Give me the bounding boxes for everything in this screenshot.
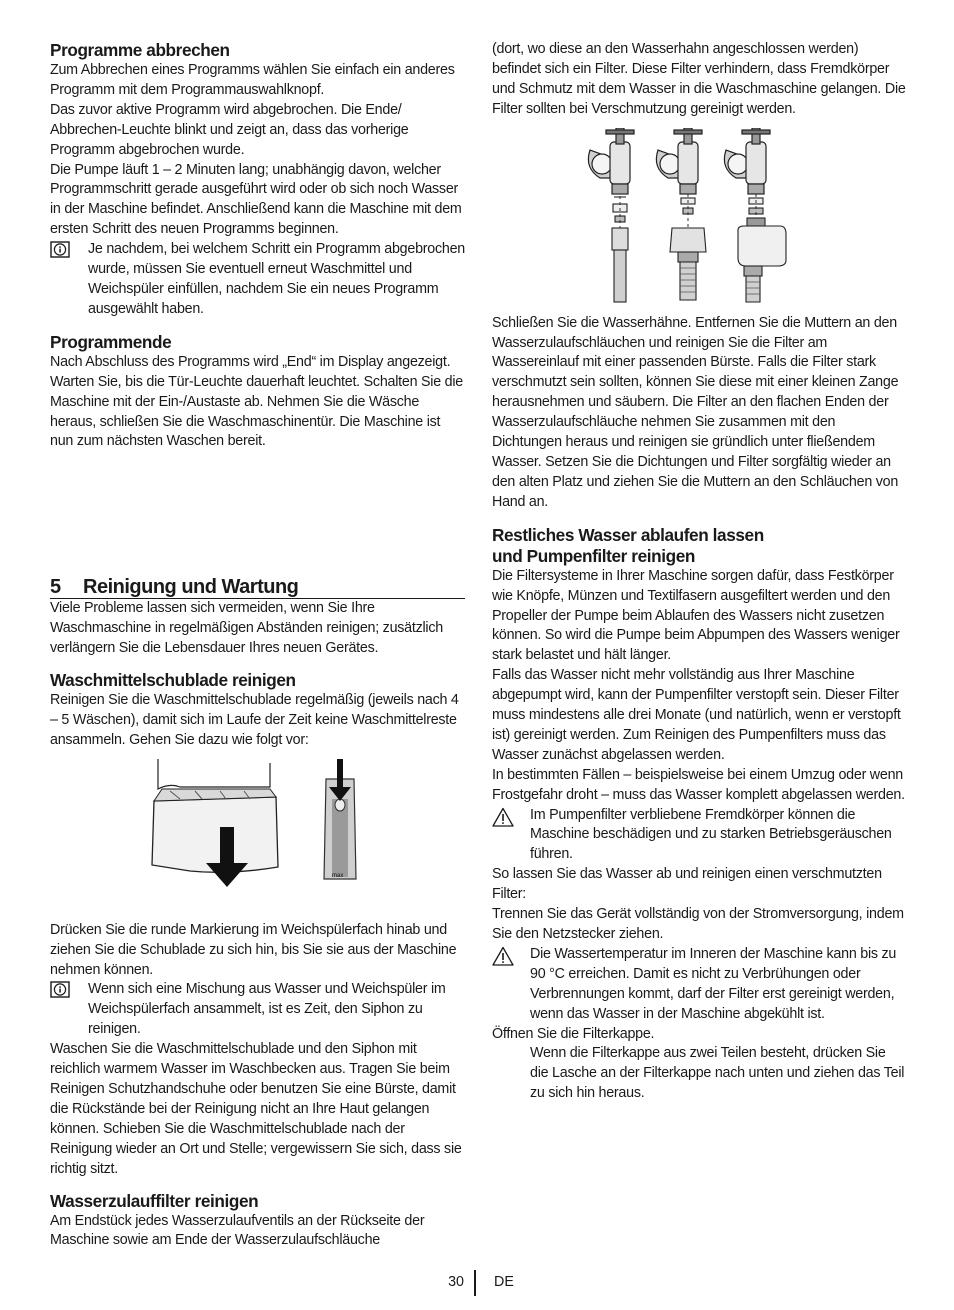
paragraph: Schließen Sie die Wasserhähne. Entfernen Sie die Muttern an den Wasserzulaufschläuchen und reinigen Sie die Filter am Wassereinlauf mit einer passenden Bürste. Falls die Filter stark verschmutzt sein sollten, können Sie diese mit einer kleinen Zange herausnehmen und säubern. Die Filter an den flachen Enden der Wasserzulaufschläuche nehmen Sie zusammen mit den Dichtungen heraus und reinigen sie gründlich unter fließendem Wasser. Setzen Sie die Dichtungen und Filter sorgfältig wieder an den alten Platz und ziehen Sie die Muttern an den Schläuchen von Hand an. bbox=[492, 314, 899, 510]
drawer-removal-illustration bbox=[140, 759, 390, 904]
warning-note bbox=[492, 806, 907, 866]
section-waschmittelschublade bbox=[50, 670, 465, 1180]
paragraph: In bestimmten Fällen – beispielsweise bei einem Umzug oder wenn Frostgefahr droht – muss das Wasser komplett abgelassen werden. bbox=[492, 766, 905, 803]
paragraph: So lassen Sie das Wasser ab und reinigen einen verschmutzten Filter: bbox=[492, 866, 882, 903]
paragraph: Die Filtersysteme in Ihrer Maschine sorgen dafür, dass Festkörper wie Knöpfe, Münzen und Textilfasern ausgefiltert werden und den Propeller der Pumpe beim Ablaufen des Wassers nicht zusetzen können. So wird die Pumpe beim Abpumpen des Wassers weniger stark belastet und hält länger. bbox=[492, 567, 900, 664]
note-text: Im Pumpenfilter verbliebene Fremdkörper können die Maschine beschädigen und zu starken Betriebsgeräuschen führen. bbox=[530, 806, 892, 863]
note-text: Wenn sich eine Mischung aus Wasser und Weichspüler im Weichspülerfach ansammelt, ist es Zeit, den Siphon zu reinigen. bbox=[88, 981, 446, 1038]
tap-filter-illustration bbox=[582, 128, 822, 304]
chapter-reinigung-und-wartung bbox=[50, 576, 465, 659]
info-note bbox=[50, 980, 465, 1040]
info-icon bbox=[50, 240, 88, 263]
section-programme-abbrechen bbox=[50, 40, 465, 320]
indented-paragraph: Wenn die Filterkappe aus zwei Teilen besteht, drücken Sie die Lasche an der Filterkappe nach unten und ziehen das Teil zu sich hin heraus. bbox=[530, 1045, 905, 1102]
section-wasserzulauffilter bbox=[50, 1191, 465, 1252]
note-text: Je nachdem, bei welchem Schritt ein Programm abgebrochen wurde, müssen Sie eventuell erneut Waschmittel und Weichspüler einfüllen, nachdem Sie ein neues Programm ausgewählt haben. bbox=[88, 241, 465, 317]
warning-icon bbox=[492, 945, 530, 971]
paragraph: Drücken Sie die runde Markierung im Weichspülerfach hinab und ziehen Sie die Schublade zu sich hin, bis Sie sie aus der Maschine nehmen können. bbox=[50, 921, 457, 978]
paragraph: Die Pumpe läuft 1 – 2 Minuten lang; unabhängig davon, welcher Programmschritt gerade ausgeführt wird oder ob sich noch Wasser in der Maschine befindet. Anschließend kann die Maschine mit dem ersten Schritt des neuen Programms beginnen. bbox=[50, 161, 462, 238]
section-heading: Restliches Wasser ablaufen lassen bbox=[492, 524, 764, 545]
right-column bbox=[492, 40, 907, 1104]
info-icon bbox=[50, 980, 88, 1003]
paragraph: Am Endstück jedes Wasserzulaufventils an der Rückseite der Maschine sowie am Ende der Wasserzulaufschläuche bbox=[50, 1212, 425, 1249]
left-column bbox=[50, 40, 465, 1251]
paragraph: Reinigen Sie die Waschmittelschublade regelmäßig (jeweils nach 4 – 5 Wäschen), damit sich im Laufe der Zeit keine Waschmittelreste ansammeln. Gehen Sie dazu wie folgt vor: bbox=[50, 692, 459, 748]
warning-icon bbox=[492, 806, 530, 832]
paragraph: Trennen Sie das Gerät vollständig von der Stromversorgung, indem Sie den Netzstecker ziehen. bbox=[492, 906, 904, 942]
paragraph: Nach Abschluss des Programms wird „End“ im Display angezeigt. Warten Sie, bis die Tür-Leuchte dauerhaft leuchtet. Schalten Sie die Maschine mit der Ein-/Austaste ab. Nehmen Sie die Wäsche heraus, schließen Sie die Waschmaschinentür. Die Maschine ist nun zum nächsten Waschen bereit. bbox=[50, 353, 463, 450]
chapter-title: Reinigung und Wartung bbox=[83, 576, 299, 599]
info-note bbox=[50, 240, 465, 320]
language-code: DE bbox=[494, 1274, 514, 1290]
paragraph: Viele Probleme lassen sich vermeiden, wenn Sie Ihre Waschmaschine in regelmäßigen Abständen reinigen; zusätzlich verlängern Sie die Lebensdauer Ihres neuen Gerätes. bbox=[50, 600, 443, 657]
note-text: Die Wassertemperatur im Inneren der Maschine kann bis zu 90 °C erreichen. Damit es nicht zu Verbrühungen oder Verbrennungen kommt, darf der Filter erst gereinigt werden, wenn das Wasser in der Maschine abgekühlt ist. bbox=[530, 945, 897, 1022]
chapter-number: 5 bbox=[50, 576, 61, 599]
section-pumpenfilter bbox=[492, 525, 907, 1104]
paragraph: (dort, wo diese an den Wasserhahn angeschlossen werden) befindet sich ein Filter. Diese Filter verhindern, dass Fremdkörper und Schmutz mit dem Wasser in die Waschmaschine gelangen. Die Filter sollten bei Verschmutzung gereinigt werden. bbox=[492, 41, 906, 117]
warning-note bbox=[492, 945, 907, 1025]
max-label: max bbox=[332, 872, 344, 879]
paragraph: Falls das Wasser nicht mehr vollständig aus Ihrer Maschine abgepumpt wird, kann der Pumpenfilter verstopft sein. Dieser Filter muss mindestens alle drei Monate (und natürlich, wenn er verstopft ist) gereinigt werden. Zum Reinigen des Pumpenfilters muss das Wasser zunächst abgelassen werden. bbox=[492, 667, 901, 763]
section-programmende bbox=[50, 332, 465, 453]
section-heading: Programmende bbox=[50, 331, 172, 352]
section-heading: Wasserzulauffilter reinigen bbox=[50, 1190, 259, 1211]
paragraph: Waschen Sie die Waschmittelschublade und den Siphon mit reichlich warmem Wasser im Waschbecken aus. Tragen Sie beim Reinigen Schutzhandschuhe oder benutzen Sie eine Bürste, damit die Rückstände bei der Reinigung nicht an Ihre Haut gelangen können. Schieben Sie die Waschmittelschublade nach der Reinigung wieder an Ort und Stelle; vergewissern Sie sich, dass sie richtig sitzt. bbox=[50, 1041, 462, 1177]
section-heading: Waschmittelschublade reinigen bbox=[50, 670, 296, 691]
section-heading-line2: und Pumpenfilter reinigen bbox=[492, 545, 695, 566]
section-heading: Programme abbrechen bbox=[50, 40, 230, 60]
paragraph: Zum Abbrechen eines Programms wählen Sie einfach ein anderes Programm mit dem Programmauswahlknopf. bbox=[50, 62, 455, 98]
page-footer bbox=[0, 1270, 954, 1300]
page-number: 30 bbox=[448, 1274, 464, 1290]
chapter-heading bbox=[50, 576, 465, 599]
drawer-figure bbox=[50, 759, 465, 907]
water-tap-figure bbox=[492, 128, 907, 304]
paragraph: Das zuvor aktive Programm wird abgebrochen. Die Ende/ Abbrechen-Leuchte blinkt und zeigt an, dass das vorherige Programm abgebrochen wurde. bbox=[50, 101, 409, 158]
footer-divider bbox=[474, 1270, 476, 1296]
paragraph: Öffnen Sie die Filterkappe. bbox=[492, 1025, 655, 1042]
